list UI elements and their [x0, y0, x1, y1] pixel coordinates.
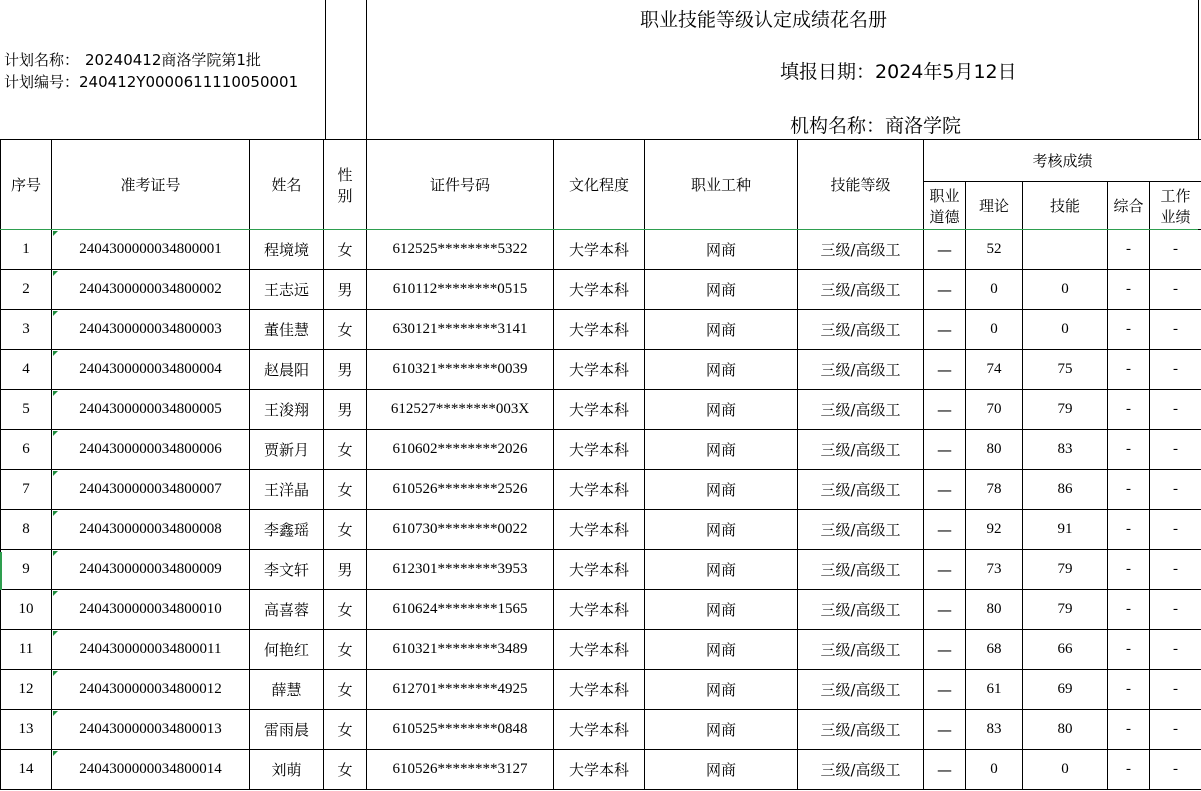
cell-skill[interactable]: 79: [1023, 550, 1108, 590]
cell-skill[interactable]: 0: [1023, 270, 1108, 310]
cell-work[interactable]: -: [1150, 270, 1201, 310]
plan-code-label: 计划编号：: [4, 73, 80, 91]
cell-occupation[interactable]: 网商: [645, 630, 798, 670]
cell-theory[interactable]: 0: [966, 310, 1023, 350]
row-selection-marker: [0, 552, 2, 590]
header-divider-right: [366, 0, 367, 139]
cell-theory[interactable]: 73: [966, 550, 1023, 590]
col-gender-line1: 性: [337, 165, 353, 184]
table-row[interactable]: [1, 710, 1201, 750]
cell-seq[interactable]: 1: [1, 230, 52, 270]
cell-occupation[interactable]: 网商: [645, 550, 798, 590]
page-title: 职业技能等级认定成绩花名册: [640, 9, 888, 31]
cell-admission[interactable]: 2404300000034800013: [52, 710, 250, 750]
cell-education[interactable]: 大学本科: [554, 270, 645, 310]
org-name-label: 机构名称：: [790, 115, 886, 137]
cell-name[interactable]: 高喜蓉: [250, 590, 324, 630]
cell-id[interactable]: 610526********2526: [367, 470, 554, 510]
cell-skill[interactable]: 0: [1023, 750, 1108, 790]
cell-overall[interactable]: -: [1108, 750, 1150, 790]
cell-ethics[interactable]: —: [924, 630, 966, 670]
plan-name-label: 计划名称：: [4, 51, 80, 69]
cell-seq[interactable]: 2: [1, 270, 52, 310]
report-date: [780, 57, 1017, 84]
cell-work[interactable]: -: [1150, 310, 1201, 350]
cell-gender[interactable]: 女: [324, 310, 367, 350]
cell-admission[interactable]: 2404300000034800008: [52, 510, 250, 550]
col-education: 文化程度: [554, 140, 645, 230]
cell-skill[interactable]: 91: [1023, 510, 1108, 550]
cell-seq[interactable]: 8: [1, 510, 52, 550]
org-name-value: 商洛学院: [885, 115, 962, 137]
report-date-value: 2024年5月12日: [875, 61, 1017, 83]
cell-level[interactable]: 三级/高级工: [798, 230, 924, 270]
cell-ethics[interactable]: —: [924, 390, 966, 430]
cell-name[interactable]: 李文轩: [250, 550, 324, 590]
cell-ethics[interactable]: —: [924, 510, 966, 550]
cell-gender[interactable]: 男: [324, 350, 367, 390]
cell-ethics[interactable]: —: [924, 670, 966, 710]
plan-name: [4, 49, 261, 70]
cell-id[interactable]: 610112********0515: [367, 270, 554, 310]
cell-name[interactable]: 何艳红: [250, 630, 324, 670]
cell-skill[interactable]: 79: [1023, 390, 1108, 430]
cell-work[interactable]: -: [1150, 350, 1201, 390]
col-work-line2: 业绩: [1160, 207, 1191, 226]
cell-id[interactable]: 610321********3489: [367, 630, 554, 670]
cell-ethics[interactable]: —: [924, 470, 966, 510]
cell-id[interactable]: 612701********4925: [367, 670, 554, 710]
cell-gender[interactable]: 女: [324, 230, 367, 270]
cell-gender[interactable]: 男: [324, 550, 367, 590]
cell-education[interactable]: 大学本科: [554, 510, 645, 550]
cell-education[interactable]: 大学本科: [554, 230, 645, 270]
cell-skill[interactable]: 86: [1023, 470, 1108, 510]
col-theory: 理论: [966, 182, 1023, 230]
cell-theory[interactable]: 68: [966, 630, 1023, 670]
cell-occupation[interactable]: 网商: [645, 310, 798, 350]
table-row[interactable]: [1, 310, 1201, 350]
cell-name[interactable]: 董佳慧: [250, 310, 324, 350]
cell-seq[interactable]: 11: [1, 630, 52, 670]
cell-level[interactable]: 三级/高级工: [798, 430, 924, 470]
cell-name[interactable]: 贾新月: [250, 430, 324, 470]
cell-education[interactable]: 大学本科: [554, 550, 645, 590]
table-row[interactable]: [1, 750, 1201, 790]
cell-gender[interactable]: 女: [324, 710, 367, 750]
cell-admission[interactable]: 2404300000034800012: [52, 670, 250, 710]
cell-level[interactable]: 三级/高级工: [798, 750, 924, 790]
cell-skill[interactable]: 75: [1023, 350, 1108, 390]
col-ethics-line2: 道德: [929, 207, 960, 226]
col-work: [1150, 182, 1201, 230]
table-row[interactable]: [1, 670, 1201, 710]
cell-name[interactable]: 刘萌: [250, 750, 324, 790]
cell-gender[interactable]: 女: [324, 590, 367, 630]
cell-level[interactable]: 三级/高级工: [798, 350, 924, 390]
cell-level[interactable]: 三级/高级工: [798, 550, 924, 590]
col-work-line1: 工作: [1160, 186, 1191, 205]
cell-admission[interactable]: 2404300000034800014: [52, 750, 250, 790]
table-row[interactable]: [1, 230, 1201, 270]
cell-overall[interactable]: -: [1108, 350, 1150, 390]
cell-level[interactable]: 三级/高级工: [798, 590, 924, 630]
cell-skill[interactable]: [1023, 230, 1108, 270]
cell-overall[interactable]: -: [1108, 390, 1150, 430]
cell-gender[interactable]: 女: [324, 470, 367, 510]
cell-name[interactable]: 王浚翔: [250, 390, 324, 430]
cell-seq[interactable]: 3: [1, 310, 52, 350]
header-divider-left: [325, 0, 326, 139]
cell-theory[interactable]: 0: [966, 270, 1023, 310]
selection-accent: [0, 229, 1198, 230]
cell-id[interactable]: 610624********1565: [367, 590, 554, 630]
cell-education[interactable]: 大学本科: [554, 310, 645, 350]
cell-overall[interactable]: -: [1108, 470, 1150, 510]
cell-level[interactable]: 三级/高级工: [798, 270, 924, 310]
cell-overall[interactable]: -: [1108, 310, 1150, 350]
cell-level[interactable]: 三级/高级工: [798, 470, 924, 510]
cell-level[interactable]: 三级/高级工: [798, 710, 924, 750]
cell-education[interactable]: 大学本科: [554, 710, 645, 750]
table-row[interactable]: [1, 390, 1201, 430]
cell-overall[interactable]: -: [1108, 710, 1150, 750]
col-id: 证件号码: [367, 140, 554, 230]
cell-work[interactable]: -: [1150, 630, 1201, 670]
plan-code: [4, 71, 298, 92]
cell-admission[interactable]: 2404300000034800001: [52, 230, 250, 270]
cell-gender[interactable]: 女: [324, 630, 367, 670]
col-scores-group: 考核成绩: [924, 140, 1201, 182]
cell-education[interactable]: 大学本科: [554, 630, 645, 670]
cell-id[interactable]: 610602********2026: [367, 430, 554, 470]
cell-occupation[interactable]: 网商: [645, 670, 798, 710]
cell-gender[interactable]: 女: [324, 430, 367, 470]
cell-occupation[interactable]: 网商: [645, 710, 798, 750]
cell-gender[interactable]: 男: [324, 390, 367, 430]
col-gender: [324, 140, 367, 230]
cell-work[interactable]: -: [1150, 590, 1201, 630]
cell-theory[interactable]: 80: [966, 430, 1023, 470]
cell-occupation[interactable]: 网商: [645, 430, 798, 470]
cell-id[interactable]: 610730********0022: [367, 510, 554, 550]
cell-work[interactable]: -: [1150, 510, 1201, 550]
cell-work[interactable]: -: [1150, 470, 1201, 510]
col-admission: 准考证号: [52, 140, 250, 230]
cell-gender[interactable]: 女: [324, 510, 367, 550]
cell-seq[interactable]: 6: [1, 430, 52, 470]
cell-theory[interactable]: 92: [966, 510, 1023, 550]
roster-table: [0, 139, 1201, 790]
cell-occupation[interactable]: 网商: [645, 470, 798, 510]
org-name: [790, 111, 961, 138]
cell-admission[interactable]: 2404300000034800011: [52, 630, 250, 670]
cell-admission[interactable]: 2404300000034800007: [52, 470, 250, 510]
cell-education[interactable]: 大学本科: [554, 470, 645, 510]
cell-seq[interactable]: 10: [1, 590, 52, 630]
cell-admission[interactable]: 2404300000034800005: [52, 390, 250, 430]
col-name: 姓名: [250, 140, 324, 230]
cell-seq[interactable]: 14: [1, 750, 52, 790]
cell-overall[interactable]: -: [1108, 670, 1150, 710]
cell-theory[interactable]: 61: [966, 670, 1023, 710]
roster-sheet: [0, 139, 1201, 790]
cell-overall[interactable]: -: [1108, 430, 1150, 470]
cell-seq[interactable]: 5: [1, 390, 52, 430]
cell-theory[interactable]: 70: [966, 390, 1023, 430]
cell-occupation[interactable]: 网商: [645, 510, 798, 550]
cell-id[interactable]: 612527********003X: [367, 390, 554, 430]
cell-seq[interactable]: 13: [1, 710, 52, 750]
cell-admission[interactable]: 2404300000034800009: [52, 550, 250, 590]
cell-gender[interactable]: 女: [324, 750, 367, 790]
cell-ethics[interactable]: —: [924, 550, 966, 590]
cell-occupation[interactable]: 网商: [645, 270, 798, 310]
cell-seq[interactable]: 9: [1, 550, 52, 590]
cell-name[interactable]: 王志远: [250, 270, 324, 310]
cell-education[interactable]: 大学本科: [554, 430, 645, 470]
table-row[interactable]: [1, 350, 1201, 390]
report-date-label: 填报日期：: [780, 61, 876, 83]
cell-gender[interactable]: 男: [324, 270, 367, 310]
cell-name[interactable]: 程境境: [250, 230, 324, 270]
cell-work[interactable]: -: [1150, 750, 1201, 790]
cell-level[interactable]: 三级/高级工: [798, 510, 924, 550]
cell-education[interactable]: 大学本科: [554, 350, 645, 390]
cell-ethics[interactable]: —: [924, 710, 966, 750]
cell-work[interactable]: -: [1150, 670, 1201, 710]
table-row[interactable]: [1, 270, 1201, 310]
cell-skill[interactable]: 83: [1023, 430, 1108, 470]
cell-occupation[interactable]: 网商: [645, 590, 798, 630]
cell-level[interactable]: 三级/高级工: [798, 630, 924, 670]
cell-theory[interactable]: 78: [966, 470, 1023, 510]
cell-overall[interactable]: -: [1108, 230, 1150, 270]
col-seq: 序号: [1, 140, 52, 230]
cell-name[interactable]: 薛慧: [250, 670, 324, 710]
cell-gender[interactable]: 女: [324, 670, 367, 710]
cell-seq[interactable]: 4: [1, 350, 52, 390]
cell-theory[interactable]: 52: [966, 230, 1023, 270]
table-row[interactable]: [1, 590, 1201, 630]
table-row[interactable]: [1, 430, 1201, 470]
cell-theory[interactable]: 0: [966, 750, 1023, 790]
cell-admission[interactable]: 2404300000034800010: [52, 590, 250, 630]
cell-overall[interactable]: -: [1108, 590, 1150, 630]
cell-ethics[interactable]: —: [924, 430, 966, 470]
cell-skill[interactable]: 69: [1023, 670, 1108, 710]
col-ethics-line1: 职业: [929, 186, 960, 205]
table-row[interactable]: [1, 630, 1201, 670]
cell-name[interactable]: 赵晨阳: [250, 350, 324, 390]
cell-overall[interactable]: -: [1108, 270, 1150, 310]
cell-skill[interactable]: 80: [1023, 710, 1108, 750]
cell-overall[interactable]: -: [1108, 630, 1150, 670]
cell-id[interactable]: 630121********3141: [367, 310, 554, 350]
table-row[interactable]: [1, 470, 1201, 510]
cell-ethics[interactable]: —: [924, 230, 966, 270]
cell-work[interactable]: -: [1150, 230, 1201, 270]
cell-id[interactable]: 610525********0848: [367, 710, 554, 750]
cell-level[interactable]: 三级/高级工: [798, 390, 924, 430]
cell-id[interactable]: 612525********5322: [367, 230, 554, 270]
cell-id[interactable]: 612301********3953: [367, 550, 554, 590]
col-gender-line2: 别: [337, 186, 353, 205]
cell-name[interactable]: 王洋晶: [250, 470, 324, 510]
cell-ethics[interactable]: —: [924, 310, 966, 350]
table-row[interactable]: [1, 550, 1201, 590]
cell-admission[interactable]: 2404300000034800003: [52, 310, 250, 350]
cell-level[interactable]: 三级/高级工: [798, 670, 924, 710]
col-level: 技能等级: [798, 140, 924, 230]
cell-ethics[interactable]: —: [924, 270, 966, 310]
cell-work[interactable]: -: [1150, 710, 1201, 750]
cell-education[interactable]: 大学本科: [554, 390, 645, 430]
cell-admission[interactable]: 2404300000034800006: [52, 430, 250, 470]
cell-work[interactable]: -: [1150, 430, 1201, 470]
cell-skill[interactable]: 66: [1023, 630, 1108, 670]
cell-level[interactable]: 三级/高级工: [798, 310, 924, 350]
cell-theory[interactable]: 80: [966, 590, 1023, 630]
cell-id[interactable]: 610526********3127: [367, 750, 554, 790]
cell-ethics[interactable]: —: [924, 750, 966, 790]
cell-occupation[interactable]: 网商: [645, 390, 798, 430]
cell-seq[interactable]: 7: [1, 470, 52, 510]
cell-theory[interactable]: 74: [966, 350, 1023, 390]
cell-name[interactable]: 雷雨晨: [250, 710, 324, 750]
cell-skill[interactable]: 79: [1023, 590, 1108, 630]
cell-name[interactable]: 李鑫瑶: [250, 510, 324, 550]
cell-admission[interactable]: 2404300000034800002: [52, 270, 250, 310]
table-row[interactable]: [1, 510, 1201, 550]
cell-skill[interactable]: 0: [1023, 310, 1108, 350]
cell-education[interactable]: 大学本科: [554, 750, 645, 790]
plan-name-value: 20240412商洛学院第1批: [85, 51, 261, 69]
col-overall: 综合: [1108, 182, 1150, 230]
plan-code-value: 240412Y0000611110050001: [79, 73, 299, 91]
cell-education[interactable]: 大学本科: [554, 670, 645, 710]
roster-body: [1, 230, 1201, 790]
cell-occupation[interactable]: 网商: [645, 230, 798, 270]
cell-overall[interactable]: -: [1108, 510, 1150, 550]
col-ethics: [924, 182, 966, 230]
cell-theory[interactable]: 83: [966, 710, 1023, 750]
col-skill: 技能: [1023, 182, 1108, 230]
cell-ethics[interactable]: —: [924, 590, 966, 630]
cell-overall[interactable]: -: [1108, 550, 1150, 590]
cell-work[interactable]: -: [1150, 390, 1201, 430]
cell-occupation[interactable]: 网商: [645, 750, 798, 790]
cell-admission[interactable]: 2404300000034800004: [52, 350, 250, 390]
cell-id[interactable]: 610321********0039: [367, 350, 554, 390]
cell-seq[interactable]: 12: [1, 670, 52, 710]
col-occupation: 职业工种: [645, 140, 798, 230]
cell-work[interactable]: -: [1150, 550, 1201, 590]
cell-education[interactable]: 大学本科: [554, 590, 645, 630]
header-divider-edge: [1198, 0, 1199, 139]
cell-ethics[interactable]: —: [924, 350, 966, 390]
cell-occupation[interactable]: 网商: [645, 350, 798, 390]
